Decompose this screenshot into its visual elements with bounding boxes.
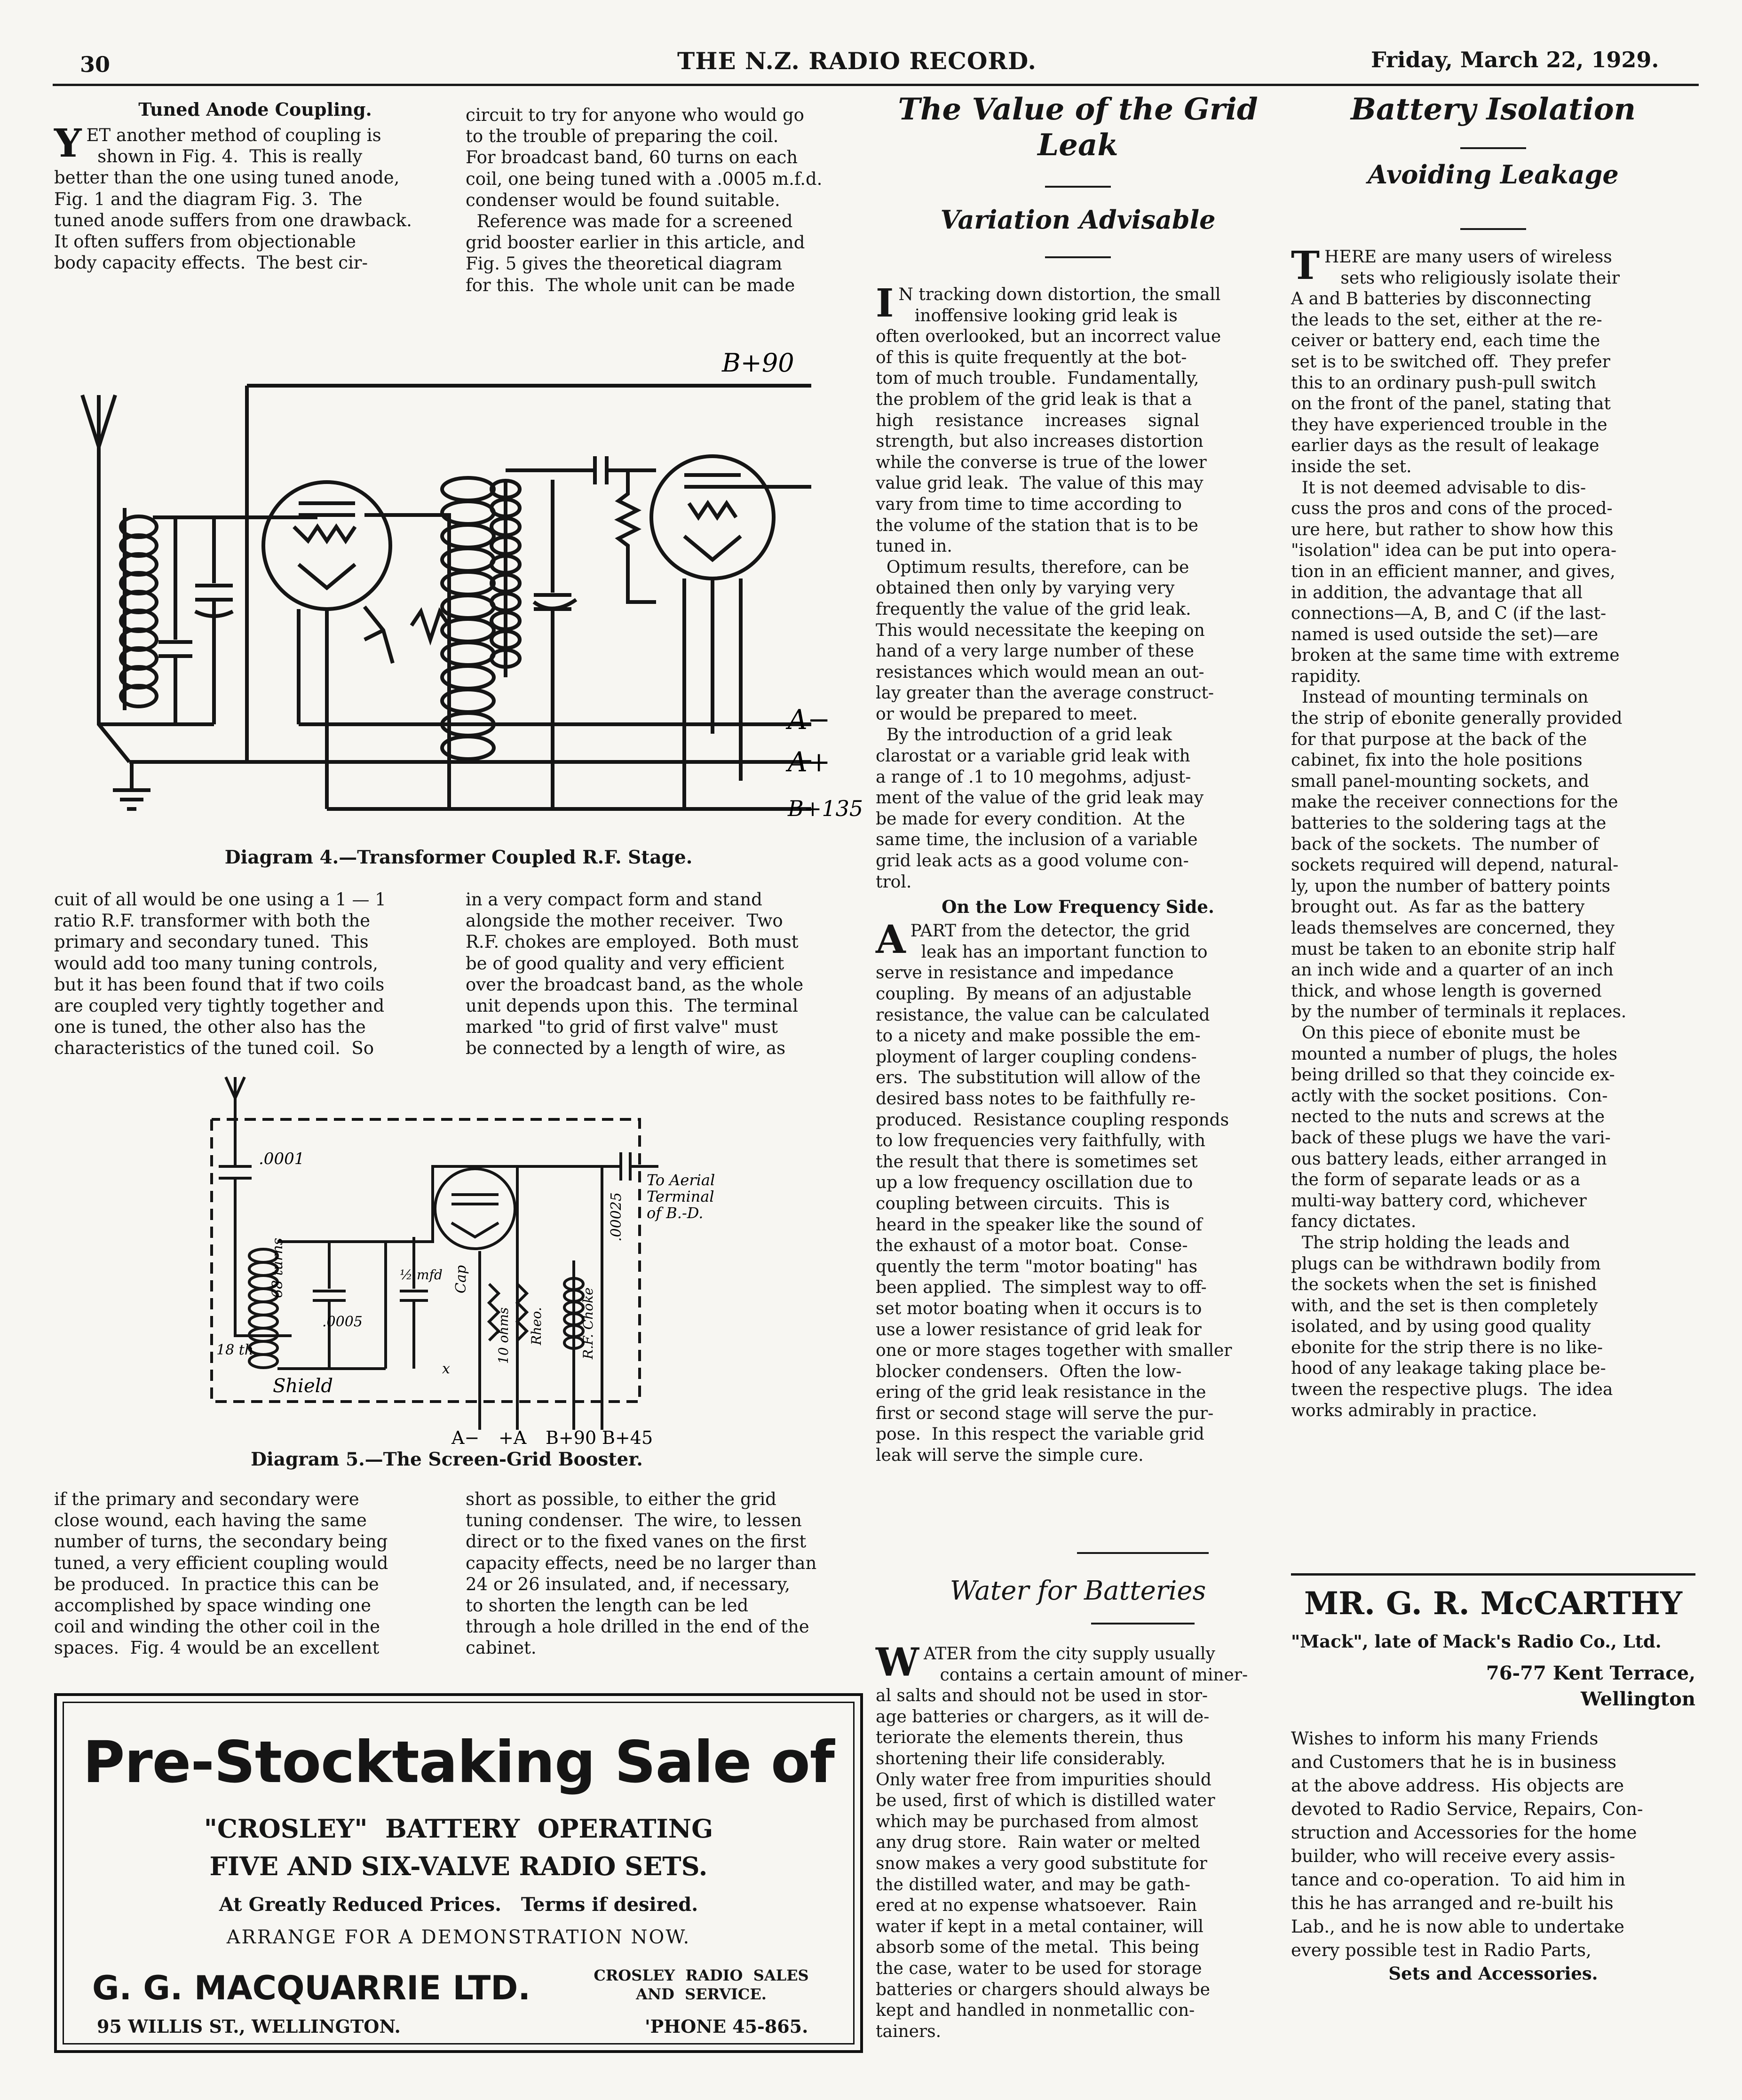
mccarthy-name: MR. G. R. McCARTHY [1304,1585,1682,1622]
label-shield: Shield [273,1375,333,1397]
col2-top-text: circuit to try for anyone who would go to the trouble of preparing the coil. For broadcast band, 60 turns on each coil, one being tuned with a .0005 m.f.d. condenser would be found suitable. Reference was made for a screened grid booster earlier in this article, and Fig. 5 gives the theoretical diagram for this. The whole unit can be made [466,105,823,295]
grid-leak-body [876,281,1280,1466]
mccarthy-address-1: 76-77 Kent Terrace, [1486,1662,1695,1684]
label-a-plus: +A [499,1427,527,1448]
grid-leak-p3: By the introduction of a grid leak clarostat or a variable grid leak with a range of .1 to 10 megohms, adjust- ment of the value of the grid leak may be made for every condition. At the same time, the inclusion of a variable grid leak acts as a good volume con- trol. [876,725,1204,892]
mccarthy-notice [1291,1585,1695,1984]
diagram-5-caption: Diagram 5.—The Screen-Grid Booster. [251,1449,643,1470]
tuned-anode-section [54,99,456,273]
water-title: Water for Batteries [950,1576,1206,1606]
grid-leak-p1: I N tracking down distortion, the small inoffensive looking grid leak is often overlooked, but an incorrect value of this is quite frequently at the bot- tom of much trouble. Fundamentally, the problem of the grid leak is that a high resistance increases signal strength, but also increases distortion while the converse is true of the lower value grid leak. The value of this may vary from time to time according to the volume of the station that is to be tuned in. [876,281,1221,556]
label-b45: B+45 [602,1427,653,1448]
grid-leak-p2: Optimum results, therefore, can be obtained then only by varying very frequently the value of the grid leak. This would necessitate the keeping on hand of a very large number of these resistances which would mean an out- lay greater than the average construct- or would be prepared to meet. [876,557,1214,724]
grid-leak-subhead: On the Low Frequency Side. [942,896,1214,918]
battery-p4: On this piece of ebonite must be mounted a number of plugs, the holes being drilled so that they coincide ex- actly with the socket positions. Con- nected to the nuts and screws at the back of these plugs we have the vari- ous battery leads, either arranged in the form of separate leads or as a multi-way battery cord, whichever fancy dictates. [1291,1023,1618,1232]
ad-line-2: FIVE AND SIX-VALVE RADIO SETS. [209,1851,708,1881]
crosley-sale-advertisement [54,1693,863,2053]
ad-line-4: ARRANGE FOR A DEMONSTRATION NOW. [226,1926,691,1948]
grid-leak-p4: APART from the detector, the grid leak has an important function to serve in resistance and impedance coupling. By means of an adjustable resistance, the value can be calculated to a nicety and make possible the em- ployment of larger coupling condens- ers. The substitution will allow of the desired bass notes to be faithfully re- produced. Resistance coupling responds to low frequencies very faithfully, with the result that there is sometimes set up a low frequency oscillation due to coupling between circuits. This is heard in the speaker like the sound of the exhaust of a motor boat. Conse- quently the term "motor boating" has been applied. The simplest way to off- set motor boating when it occurs is to use a lower resistance of grid leak for one or more stages together with smaller blocker condensers. Often the low- ering of the grid leak resistance in the first or second stage will serve the pur- pose. In this respect the variable grid leak will serve the simple cure. [876,917,1232,1466]
diagram-4-caption: Diagram 4.—Transformer Coupled R.F. Stage. [224,847,693,868]
label-b90: B+90 [546,1427,597,1448]
col1-bot-text: if the primary and secondary were close wound, each having the same number of turns, the secondary being tuned, a very efficient coupling would be produced. In practice this can be accomplished by space winding one coil and winding the other coil in the spaces. Fig. 4 would be an excellent [54,1489,388,1658]
ad-line-1: "CROSLEY" BATTERY OPERATING [204,1814,713,1844]
battery-p1: THERE are many users of wireless sets who religiously isolate their A and B batteries by disconnecting the leads to the set, either at the re- ceiver or battery end, each time the set is to be switched off. They prefer this to an ordinary push-pull switch on the front of the panel, stating that they have experienced trouble in the earlier days as the result of leakage inside the set. [1291,243,1620,476]
header-rule [53,84,1699,86]
battery-subtitle: Avoiding Leakage [1368,159,1619,190]
battery-p3: Instead of mounting terminals on the strip of ebonite generally provided for that purpose at the back of the cabinet, fix into the hole positions small panel-mounting sockets, and make the receiver connections for the batteries to the soldering tags at the back of the sockets. The number of sockets required will depend, natural- ly, upon the number of battery points brought out. As far as the battery leads themselves are concerned, they must be taken to an ebonite strip half an inch wide and a quarter of an inch thick, and whose length is governed by the number of terminals it replaces. [1291,688,1627,1022]
battery-title: Battery Isolation [1350,92,1636,127]
ad-services-2: AND SERVICE. [636,1985,767,2003]
label-0001: .0001 [259,1149,305,1168]
label-x: x [442,1361,450,1377]
b135-label: B+135 [788,796,863,821]
ad-line-3: At Greatly Reduced Prices. Terms if desired. [219,1894,698,1916]
col1-mid-text: cuit of all would be one using a 1 — 1 ratio R.F. transformer with both the primary and secondary tuned. This would add too many tuning controls, but it has been found that if two coils are coupled very tightly together and one is tuned, the other also has the characteristics of the tuned coil. So [54,889,386,1059]
label-18th: 18 th [216,1342,254,1358]
label-00025: .00025 [608,1192,625,1242]
battery-p2: It is not deemed advisable to dis- cuss the pros and cons of the proced- ure here, but rather to show how this "isolation" idea can be put into opera- tion in an efficient manner, and gives, in addition, the advantage that all connections—A, B, and C (if the last- named is used outside the set)—are broken at the same time with extreme rapidity. [1291,478,1620,686]
label-of-bd: of B.-D. [647,1204,704,1222]
tuned-anode-heading: Tuned Anode Coupling. [138,99,372,120]
diagram-5-schematic [188,1072,715,1449]
ad-company: G. G. MACQUARRIE LTD. [92,1969,531,2007]
tuned-anode-text: YET another method of coupling is shown in Fig. 4. This is really better than the one using tuned anode, Fig. 1 and the diagram Fig. 3. The tuned anode suffers from one drawback. It often suffers from objectionable body capacity effects. The best cir- [54,121,412,273]
label-half-mfd: ½ mfd [400,1267,443,1283]
ad-address: 95 WILLIS ST., WELLINGTON. [97,2016,401,2037]
diagram-5 [188,1072,715,1477]
ad-phone: 'PHONE 45-865. [645,2016,808,2037]
a-minus-label: A− [788,704,831,736]
label-0005: .0005 [322,1314,363,1330]
b90-label: B+90 [722,348,794,378]
a-plus-label: A+ [788,746,831,778]
grid-leak-article [876,92,1280,235]
diagram-4-schematic [54,339,863,861]
mccarthy-top-rule [1291,1573,1695,1576]
col2-bot-text: short as possible, to either the grid tuning condenser. The wire, to lessen direct or to the fixed vanes on the first capacity effects, need be no larger than 24 or 26 insulated, and, if necessary, to shorten the length can be led through a hole drilled in the end of the cabinet. [466,1489,817,1658]
label-cap: Cap [453,1265,469,1293]
ad-services-1: CROSLEY RADIO SALES [594,1966,809,1984]
water-body: WATER from the city supply usually contains a certain amount of miner- al salts and should not be used in stor- age batteries or chargers, as it will de- teriorate the elements therein, thus shortening their life considerably. Only water free from impurities should be used, first of which is distilled water which may be purchased from almost any drug store. Rain water or melted snow makes a very good substitute for the distilled water, and may be gath- ered at no expense whatsoever. Rain water if kept in a metal container, will absorb some of the metal. This being the case, water to be used for storage batteries or chargers should always be kept and handled in nonmetallic con- tainers. [876,1640,1248,2041]
col2-mid-text: in a very compact form and stand alongside the mother receiver. Two R.F. chokes are employed. Both must be of good quality and very efficient over the broadcast band, as the whole unit depends upon this. The terminal marked "to grid of first valve" must be connected by a length of wire, as [466,889,804,1059]
battery-article [1291,92,1695,190]
label-a-minus: A− [451,1427,480,1448]
label-rf-choke: R.F. Choke [580,1287,596,1359]
mccarthy-line-1: "Mack", late of Mack's Radio Co., Ltd. [1291,1631,1662,1652]
issue-date: Friday, March 22, 1929. [1371,47,1659,72]
battery-body [1291,243,1695,1421]
label-10-ohms: 10 ohms [496,1307,511,1364]
publication-title: THE N.Z. RADIO RECORD. [677,47,1037,75]
grid-leak-subtitle: Variation Advisable [940,205,1216,235]
mccarthy-last-line: Sets and Accessories. [1388,1963,1598,1984]
label-rheo: Rheo. [529,1307,544,1345]
drop-cap: Y [54,121,82,166]
label-to-aerial: To Aerial [647,1171,715,1189]
mccarthy-address-2: Wellington [1581,1688,1695,1710]
label-terminal: Terminal [647,1188,714,1205]
mccarthy-body: Wishes to inform his many Friends and Customers that he is in business at the above address. His objects are devoted to Radio Service, Repairs, Con- struction and Accessories for the home builder, who will receive every assis- tance and co-operation. To aid him in this he has arranged and re-built his Lab., and he is now able to undertake every possible test in Radio Parts, [1291,1728,1643,1960]
diagram-4 [54,339,863,870]
ad-headline: Pre-Stocktaking Sale of [83,1729,834,1796]
page-number: 30 [80,52,111,77]
battery-p5: The strip holding the leads and plugs can be withdrawn bodily from the sockets when the set is finished with, and the set is then completely isolated, and by using good quality ebonite for the strip there is no like- hood of any leakage taking place be- tween the respective plugs. The idea works admirably in practice. [1291,1233,1613,1420]
label-68-turns: 68 turns [269,1237,286,1298]
grid-leak-title: The Value of the Grid Leak [898,92,1258,163]
